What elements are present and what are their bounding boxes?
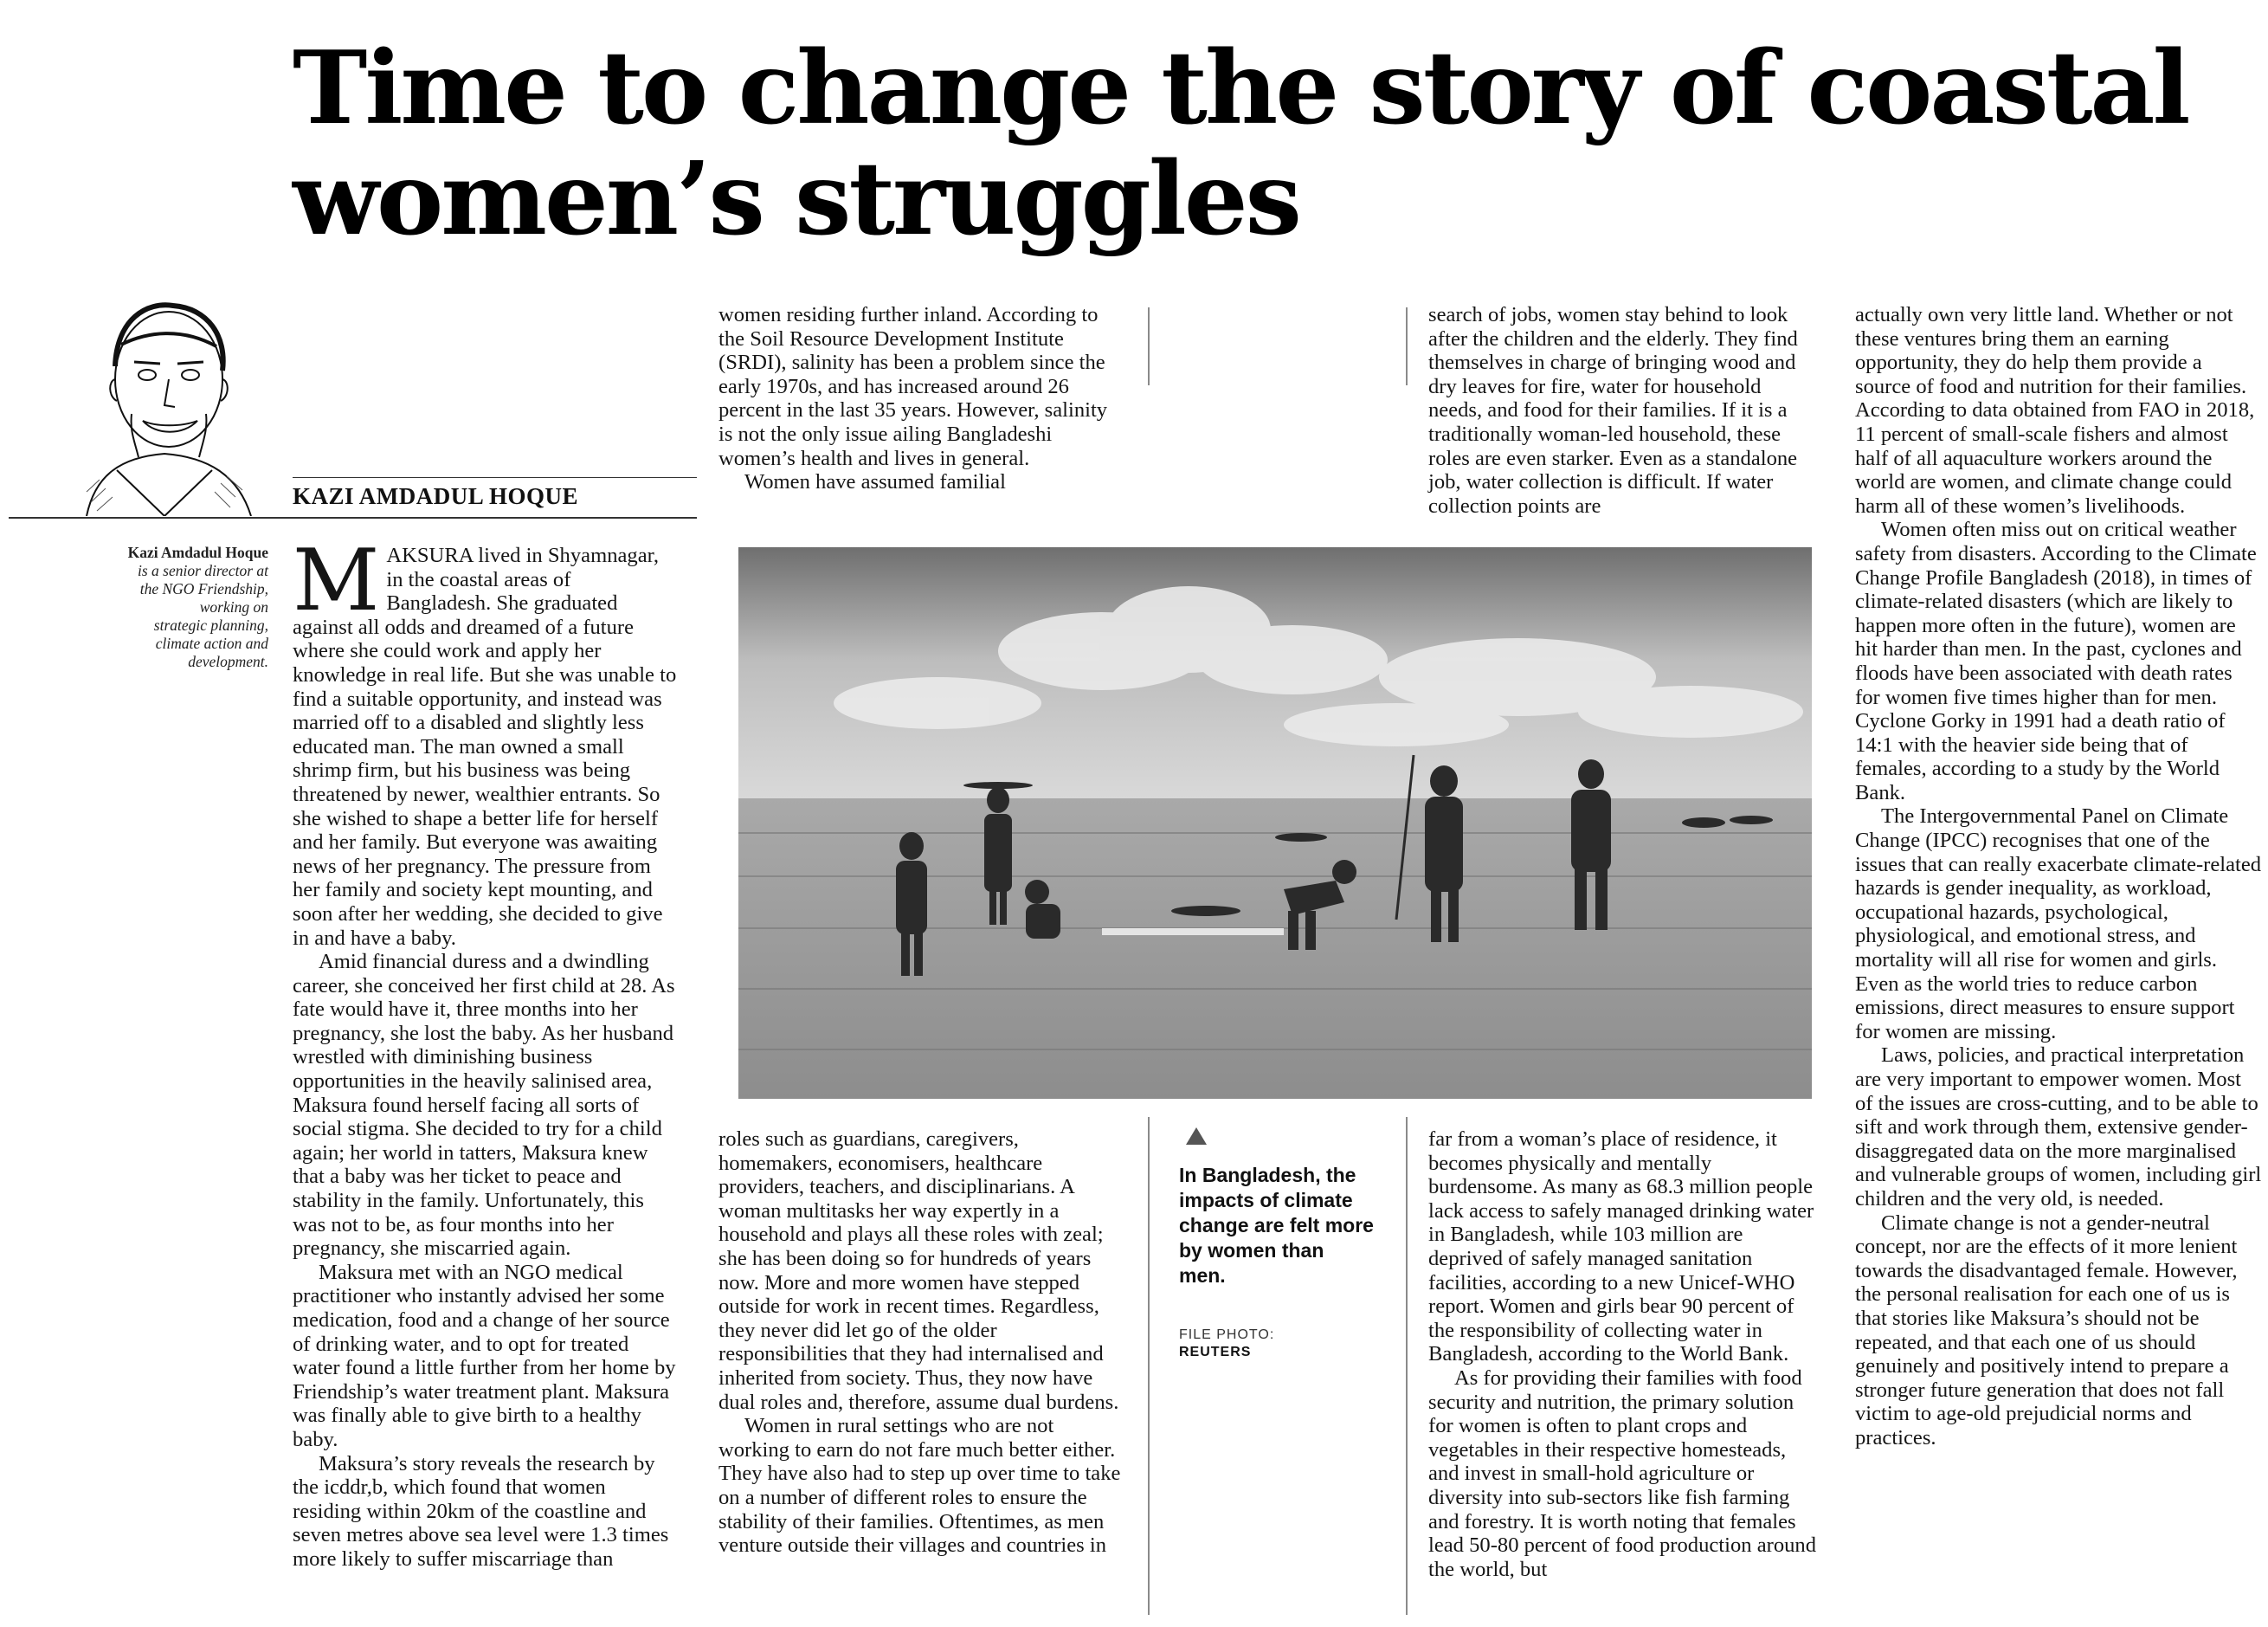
author-bio-line: the NGO Friendship, xyxy=(139,580,268,597)
headline-line-1: Time to change the story of coastal xyxy=(293,29,2188,147)
article-paragraph: women residing further inland. According to the Soil Resource Development Institute (SRDI), salinity has been a problem since the early 1970s, and has increased around 26 percent in the last 35 years. However, salinity is not the only issue ailing Bangladeshi women’s health and lives in general. xyxy=(718,303,1108,470)
article-paragraph: Women often miss out on critical weather safety from disasters. According to the Climate Change Profile Bangladesh (2018), in times of climate-related disasters (which are likely to happen more often in the future), women are hit harder than men. In the past, cyclones and floods have been associated with death rates for women five times higher than for men. Cyclone Gorky in 1991 had a death ratio of 14:1 with the heavier side being that of females, according to a study by the World Bank. xyxy=(1855,518,2257,804)
article-paragraph: Maksura met with an NGO medical practitioner who instantly advised her some medication, food and a change of her source of drinking water, and to opt for treated water found a little further from her home by Friendship’s water treatment plant. Maksura was finally able to give birth to a healthy baby. xyxy=(293,1260,676,1451)
article-paragraph: search of jobs, women stay behind to look after the children and the elderly. They find themselves in charge of bringing wood and dry leaves for fire, water for household needs, and food for their families. If it is a traditionally woman-led household, these roles are even starker. Even as a standalone job, water collection is difficult. If water collection points are xyxy=(1428,303,1798,518)
byline-rule xyxy=(9,517,697,519)
author-bio-line: development. xyxy=(188,653,268,670)
drop-cap: M xyxy=(293,532,380,630)
article-paragraph: Climate change is not a gender-neutral concept, nor are the effects of it more lenient towards the disadvantaged female. However, the personal realisation for each one of us is that stories like Maksura’s should not be repeated, and that each one of us should genuinely and positively intend to prepare a stronger future generation that does not fall victim to age-old prejudicial norms and practices. xyxy=(1855,1211,2238,1449)
caption-arrow-icon xyxy=(1186,1127,1207,1145)
article-paragraph: As for providing their families with food security and nutrition, the primary solution for women is often to plant crops and vegetables in their respective homesteads, and invest in small-hold agriculture or diversity into sub-sectors like fish farming and forestry. It is worth noting that females lead 50-80 percent of food production around the world, but xyxy=(1428,1366,1817,1581)
article-column-2-bottom xyxy=(718,1127,1125,1558)
author-bio-name: Kazi Amdadul Hoque xyxy=(127,544,268,561)
photo-credit-label: FILE PHOTO: xyxy=(1179,1327,1275,1342)
column-rule xyxy=(1148,1117,1150,1615)
byline: KAZI AMDADUL HOQUE xyxy=(293,483,579,509)
author-bio xyxy=(61,544,268,671)
article-paragraph: MAKSURA lived in Shyamnagar, in the coastal areas of Bangladesh. She graduated against all odds and dreamed of a future where she could work and apply her knowledge in real life. But she was unable to find a suitable opportunity, and instead was married off to a disabled and slightly less educated man. The man owned a small shrimp firm, but his business was being threatened by newer, wealthier entrants. So she wished to shape a better life for herself and her family. But everyone was awaiting news of her pregnancy. The pressure from her family and society kept mounting, and soon after her wedding, she decided to give in and have a baby. xyxy=(293,532,677,950)
article-paragraph: Maksura’s story reveals the research by the icddr,b, which found that women residing within 20km of the coastline and seven metres above sea level were 1.3 times more likely to suffer miscarriage than xyxy=(293,1451,669,1571)
article-paragraph: far from a woman’s place of residence, it becomes physically and mentally burdensome. As many as 68.3 million people lack access to safely managed drinking water in Bangladesh, while 103 million are deprived of safely managed sanitation facilities, according to a new Unicef-WHO report. Women and girls bear 90 percent of the responsibility of collecting water in Bangladesh, according to the World Bank. xyxy=(1428,1127,1814,1366)
column-rule xyxy=(1148,307,1150,385)
article-paragraph: Women in rural settings who are not working to earn do not fare much better either. They have also had to step up over time to take on a number of different roles to ensure the stability of their families. Oftentimes, as men venture outside their villages and countries in xyxy=(718,1414,1121,1558)
author-bio-line: climate action and xyxy=(155,635,268,652)
article-paragraph: Women have assumed familial xyxy=(744,470,1006,494)
column-rule xyxy=(1406,307,1408,385)
photo-caption: In Bangladesh, the impacts of climate change are felt more by women than men. xyxy=(1179,1164,1374,1287)
headline xyxy=(293,29,2258,258)
article-column-4 xyxy=(1855,303,2262,1450)
author-bio-line: working on xyxy=(199,598,268,616)
article-column-2-top xyxy=(718,303,1125,494)
article-paragraph: actually own very little land. Whether or not these ventures bring them an earning opportunity, they do help them provide a source of food and nutrition for their families. According to data obtained from FAO in 2018, 11 percent of small-scale fishers and almost half of all aquaculture workers around the world are women, and climate change could harm all of these women’s livelihoods. xyxy=(1855,303,2255,518)
article-column-3-bottom xyxy=(1428,1127,1818,1581)
author-bio-line: strategic planning, xyxy=(153,617,268,634)
author-portrait-icon xyxy=(35,284,294,516)
article-paragraph: Amid financial duress and a dwindling career, she conceived her first child at 28. As fate would have it, three months into her pregnancy, she lost the baby. As her husband wrestled with diminishing business opportunities in the heavily salinised area, Maksura found herself facing all sorts of social stigma. She decided to try for a child again; her world in tatters, Maksura knew that a baby was her ticket to peace and stability in the family. Unfortunately, this was not to be, as four months into her pregnancy, she miscarried again. xyxy=(293,950,675,1261)
headline-line-2: women’s struggles xyxy=(293,140,1299,258)
article-paragraph: The Intergovernmental Panel on Climate Change (IPCC) recognises that one of the issues that can really exacerbate climate-related hazards is gender inequality, as workload, occupational hazards, psychological, physiological, and emotional stress, and mortality will all rise for women and girls. Even as the world tries to reduce carbon emissions, direct measures to ensure support for women are missing. xyxy=(1855,804,2262,1043)
article-column-1 xyxy=(293,532,680,1572)
author-bio-line: is a senior director at xyxy=(137,562,268,579)
column-rule xyxy=(1406,1117,1408,1615)
photo-credit-name: REUTERS xyxy=(1179,1345,1252,1359)
article-paragraph: Laws, policies, and practical interpretation are very important to empower women. Most of the issues are cross-cutting, and to be able to sift and work through them, extensive gender-disaggregated data on the more marginalised and vulnerable groups of women, including girl children and the very old, is needed. xyxy=(1855,1043,2262,1211)
photo-icon xyxy=(738,547,1812,1099)
article-column-3-top xyxy=(1428,303,1818,518)
byline-top-rule xyxy=(293,477,697,478)
article-paragraph: roles such as guardians, caregivers, homemakers, economisers, healthcare providers, teachers, and disciplinarians. A woman multitasks her way expertly in a household and plays all these roles with zeal; she has been doing so for hundreds of years now. More and more women have stepped outside for work in recent times. Regardless, they never did let go of the older responsibilities that they had internalised and inherited from society. Thus, they now have dual roles and, therefore, assume dual burdens. xyxy=(718,1127,1119,1414)
